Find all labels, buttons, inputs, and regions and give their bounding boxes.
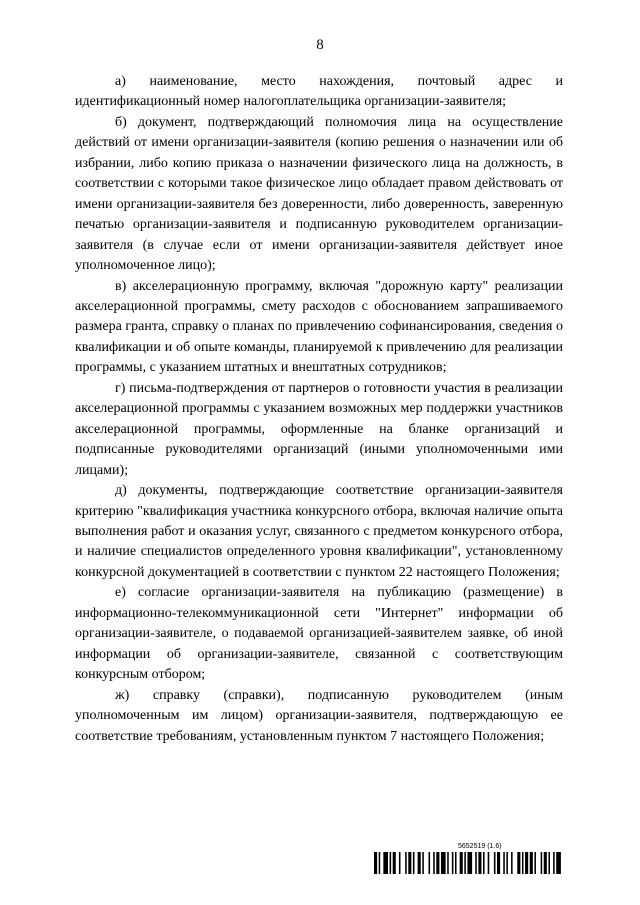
barcode-bar bbox=[548, 852, 550, 874]
barcode-bar bbox=[534, 852, 536, 874]
barcode-bar bbox=[556, 852, 561, 874]
paragraph-zh: ж) справку (справки), подписанную руководителем (иным уполномоченным им лицом) организации-заявителя, подтверждающую ее соответствие требованиям, установленным пунктом 7 настоящего Положения; bbox=[75, 687, 563, 744]
barcode-bar bbox=[544, 852, 547, 874]
barcode-bar bbox=[379, 852, 381, 874]
barcode-bar bbox=[488, 852, 490, 874]
barcode-bar bbox=[467, 852, 472, 874]
barcode-bar bbox=[441, 852, 446, 874]
barcode-bar bbox=[478, 852, 481, 874]
barcode-bar bbox=[553, 852, 555, 874]
barcode-bar bbox=[517, 852, 520, 874]
paragraph-b: б) документ, подтверждающий полномочия лица на осуществление действий от имени организации-заявителя (копию решения о назначении или об избрании, либо копию приказа о назначении физического лица на должность, в соответствии с которыми такое физическое лицо обладает правом действовать от имени организации-заявителя без доверенности, либо доверенность, заверенную печатью организации-заявителя и подписанную руководителем организации-заявителя (в случае если от имени организации-заявителя действует иное уполномоченное лицо); bbox=[75, 114, 563, 274]
barcode-bar bbox=[405, 852, 407, 874]
barcode-bar bbox=[497, 852, 500, 874]
barcode-bar bbox=[525, 852, 528, 874]
barcode-bar bbox=[390, 852, 392, 874]
paragraph-g: г) письма-подтверждения от партнеров о готовности участия в реализации акселерационной программы с указанием возможных мер поддержки участников акселерационной программы, оформленные на бланке организаций и подписанные руководителями организаций (иными уполномоченными ими лицами); bbox=[75, 380, 563, 478]
barcode-bar bbox=[455, 852, 457, 874]
barcode-bar bbox=[541, 852, 543, 874]
paragraph-e: е) согласие организации-заявителя на публикацию (размещение) в информационно-телекоммуникационной сети "Интернет" информации об организации-заявителе, о подаваемой организацией-заявителем заявке, об иной информации об организации-заявителе, связанной с соответствующим конкурсным отбором; bbox=[75, 585, 563, 683]
barcode-bar bbox=[436, 852, 439, 874]
barcode-bar bbox=[429, 852, 431, 874]
barcode-bar bbox=[418, 852, 421, 874]
page-number: 8 bbox=[316, 37, 324, 53]
barcode-bar bbox=[503, 852, 505, 874]
barcode-bar bbox=[522, 852, 524, 874]
barcode-bar bbox=[374, 852, 377, 874]
document-code: 5652519 (1.6) bbox=[458, 843, 502, 850]
barcode-bar bbox=[393, 852, 396, 874]
barcode-bar bbox=[511, 852, 513, 874]
barcode-bar bbox=[413, 852, 415, 874]
barcode-bar bbox=[464, 852, 466, 874]
barcode-bar bbox=[475, 852, 477, 874]
barcode-bar bbox=[483, 852, 485, 874]
paragraph-d: д) документы, подтверждающие соответствие организации-заявителя критерию "квалификация участника конкурсного отбора, включая наличие опыта выполнения работ и оказания услуг, связанного с предметом конкурсного отбора, и наличие специалистов определенного уровня квалификации", установленному конкурсной документацией в соответствии с пунктом 22 настоящего Положения; bbox=[75, 483, 563, 580]
paragraph-v: в) акселерационную программу, включая "дорожную карту" реализации акселерационной программы, смету расходов с обоснованием запрашиваемого размера гранта, справку о планах по привлечению софинансирования, сведения о квалификации и об опыте команды, планируемой к привлечению для реализации программы, с указанием штатных и внештатных сотрудников; bbox=[75, 278, 563, 376]
barcode-bar bbox=[408, 852, 411, 874]
barcode-bar bbox=[494, 852, 496, 874]
paragraph-a: а) наименование, место нахождения, почтовый адрес и идентификационный номер налогоплательщика организации-заявителя; bbox=[75, 74, 563, 110]
document-body bbox=[75, 72, 563, 747]
barcode-bar bbox=[433, 852, 435, 874]
barcode-bar bbox=[422, 852, 424, 874]
barcode-bar bbox=[506, 852, 508, 874]
barcode-icon bbox=[374, 852, 564, 874]
barcode-bar bbox=[452, 852, 454, 874]
barcode-bar bbox=[530, 852, 533, 874]
barcode-bar bbox=[399, 852, 401, 874]
barcode-bar bbox=[383, 852, 388, 874]
barcode-bar bbox=[460, 852, 463, 874]
barcode-bar bbox=[447, 852, 449, 874]
